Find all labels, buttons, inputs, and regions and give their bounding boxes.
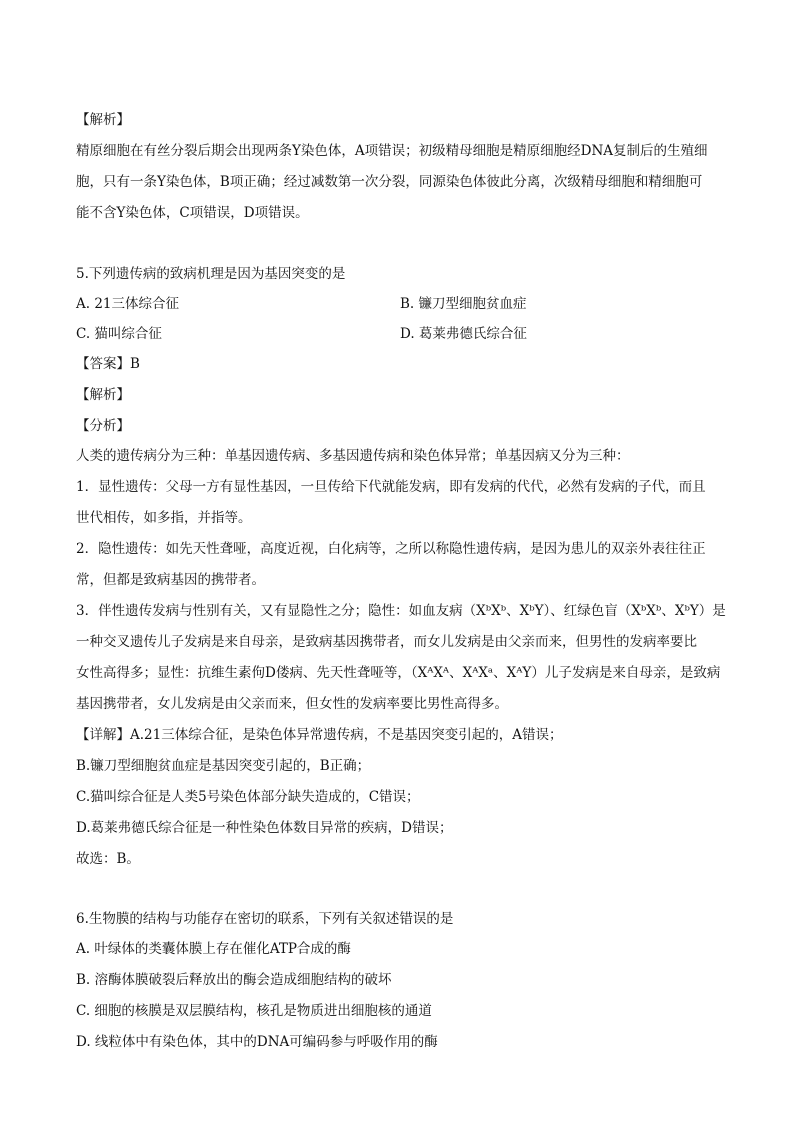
q5-analysis-sub-header: 【分析】	[76, 418, 130, 434]
q5-point3-text-c: ）是	[698, 603, 726, 619]
q5-option-d: D. 葛莱弗德氏综合征	[400, 326, 527, 342]
q5-point2-line-2: 常，但都是致病基因的携带者。	[76, 572, 265, 588]
genotype: XᵇXᵇ	[631, 603, 662, 619]
q5-point3-line-2: 一种交叉遗传儿子发病是来自母亲，是致病基因携带者，而女儿发病是由父亲而来，但男性的发病率要比	[76, 634, 697, 650]
genotype: XᵇY	[674, 603, 699, 619]
q5-detail-line-3: C.猫叫综合征是人类5号染色体部分缺失造成的，C错误；	[76, 789, 420, 805]
q5-detail-line-4: D.葛莱弗德氏综合征是一种性染色体数目异常的疾病，D错误；	[76, 820, 453, 836]
q5-option-a: A. 21三体综合征	[76, 296, 180, 312]
q5-detail-text: A.21三体综合征，是染色体异常遗传病，不是基因突变引起的，A错误；	[130, 727, 563, 743]
q5-option-c: C. 猫叫综合征	[76, 326, 162, 342]
q5-point3-text-b: ）、红绿色盲（	[543, 603, 632, 619]
q6-option-a: A. 叶绿体的类囊体膜上存在催化ATP合成的酶	[76, 941, 351, 957]
q5-point3-line-1: 3．伴性遗传发病与性别有关，又有显隐性之分；隐性：如血友病（XᵇXᵇ、XᵇY）、红绿色盲（XᵇXᵇ、XᵇY）是	[76, 603, 726, 619]
q5-point3-line-3: 女性高得多；显性：抗维生素佝D偻病、先天性聋哑等，（XᴬXᴬ、XᴬXᵃ、XᴬY）儿子发病是来自母亲，是致病	[76, 665, 721, 681]
q5-detail-line-1	[76, 725, 562, 745]
q6-option-d: D. 线粒体中有染色体，其中的DNA可编码参与呼吸作用的酶	[76, 1034, 438, 1050]
genotype: XᵇY	[519, 603, 544, 619]
genotype: XᴬXᵃ	[462, 665, 494, 681]
genotype: XᴬXᴬ	[417, 665, 450, 681]
q5-analysis-header: 【解析】	[76, 387, 130, 403]
q5-point3-line-4: 基因携带者，女儿发病是由父亲而来，但女性的发病率要比男性高得多。	[76, 696, 508, 712]
q5-detail-line-2: B.镰刀型细胞贫血症是基因突变引起的，B正确；	[76, 758, 371, 774]
q6-stem: 6.生物膜的结构与功能存在密切的联系，下列有关叙述错误的是	[76, 911, 454, 927]
q5-option-b: B. 镰刀型细胞贫血症	[400, 296, 527, 312]
q6-option-c: C. 细胞的核膜是双层膜结构，核孔是物质进出细胞核的通道	[76, 1003, 432, 1019]
q4-analysis-header: 【解析】	[76, 112, 130, 128]
q6-option-b: B. 溶酶体膜破裂后释放出的酶会造成细胞结构的破坏	[76, 972, 392, 988]
q5-detail-label: 【详解】	[76, 727, 130, 743]
q4-analysis-line-3: 能不含Y染色体，C项错误，D项错误。	[76, 205, 309, 221]
genotype: XᵇXᵇ	[476, 603, 507, 619]
q5-point1-line-2: 世代相传，如多指，并指等。	[76, 510, 252, 526]
q4-analysis-line-2: 胞，只有一条Y染色体，B项正确；经过减数第一次分裂，同源染色体彼此分离，次级精母细胞和精细胞可	[76, 174, 703, 190]
q5-point3-text-a: 3．伴性遗传发病与性别有关，又有显隐性之分；隐性：如血友病（	[76, 603, 477, 619]
q5-stem: 5.下列遗传病的致病机理是因为基因突变的是	[76, 266, 346, 282]
q4-analysis-line-1: 精原细胞在有丝分裂后期会出现两条Y染色体，A项错误；初级精母细胞是精原细胞经DNA复制后的生殖细	[76, 143, 708, 159]
q5-point3-text-e: ）儿子发病是来自母亲，是致病	[531, 665, 721, 681]
q5-answer: 【答案】B	[76, 356, 140, 372]
q5-intro: 人类的遗传病分为三种：单基因遗传病、多基因遗传病和染色体异常；单基因病又分为三种：	[76, 448, 630, 464]
q5-detail-line-5: 故选：B。	[76, 851, 140, 867]
q5-point2-line-1: 2．隐性遗传：如先天性聋哑，高度近视，白化病等，之所以称隐性遗传病，是因为患儿的双亲外表往往正	[76, 541, 706, 557]
q5-point1-line-1: 1．显性遗传：父母一方有显性基因，一旦传给下代就能发病，即有发病的代代，必然有发病的子代，而且	[76, 479, 706, 495]
q5-point3-text-d: 女性高得多；显性：抗维生素佝D偻病、先天性聋哑等，（	[76, 665, 418, 681]
genotype: XᴬY	[506, 665, 532, 681]
